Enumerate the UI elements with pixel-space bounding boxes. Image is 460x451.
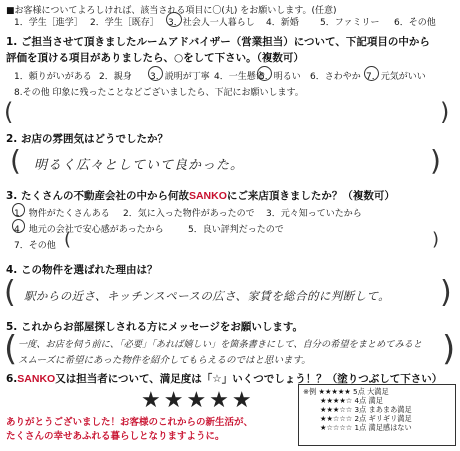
- q3-option-already-knew[interactable]: 3．元々知っていたから: [266, 209, 362, 219]
- intro-text: ■お客様についてよろしければ、該当される項目に〇(丸) をお願いします。(任意): [6, 6, 337, 16]
- q1-title-line1: 1. ご担当させて頂きましたルームアドバイザー（営業担当）について、下記項目の中から: [6, 36, 430, 48]
- legend-text-2: 2点 ギリギリ満足: [354, 414, 412, 423]
- q3-option-local-company[interactable]: 4．地元の会社で安心感があったから: [14, 225, 164, 235]
- q3-other-paren-right: ): [432, 229, 440, 250]
- q3-other-paren-left: (: [64, 229, 72, 250]
- q1-answer-paren-left: (: [4, 98, 14, 126]
- q5-answer-paren-left: (: [4, 329, 18, 369]
- q6-num: 6.: [6, 373, 18, 385]
- q1-option-cheerful[interactable]: 5．明るい: [259, 72, 301, 82]
- selection-circle: [148, 66, 163, 81]
- q3-option-other[interactable]: 7．その他: [14, 241, 56, 251]
- q4-answer-paren-left: (: [4, 275, 16, 310]
- customer-type-student-new[interactable]: 1．学生［進学］: [14, 18, 83, 28]
- q3-brand-sanko: SANKO: [188, 190, 227, 202]
- legend-text-1: 1点 満足感はない: [354, 423, 412, 432]
- legend-stars-2: ★★☆☆☆: [320, 414, 353, 423]
- footer-thanks-line1: ありがとうございました！お客様のこれからの新生活が、: [6, 417, 254, 428]
- q5-answer-paren-right: ): [442, 329, 456, 369]
- selection-circle: [257, 66, 272, 81]
- selection-circle: [12, 219, 25, 233]
- customer-type-student-existing[interactable]: 2．学生［既存］: [90, 18, 159, 28]
- rating-legend: [298, 384, 456, 446]
- legend-stars-4: ★★★★☆: [320, 396, 353, 405]
- legend-label: ※例: [303, 387, 317, 396]
- q3-option-many-properties[interactable]: 1．物件がたくさんある: [14, 209, 110, 219]
- q1-option-energetic[interactable]: 7．元気がいい: [366, 72, 426, 82]
- q5-answer-line1: 一度、お店を伺う前に、「必要」「あれば嬉しい」を箇条書きにして、自分の希望をまとめてみると: [18, 339, 423, 350]
- legend-text-4: 4点 満足: [354, 396, 383, 405]
- footer-thanks-line2: たくさんの幸せあふれる暮らしとなりますように。: [6, 431, 225, 442]
- customer-type-single-worker[interactable]: 3．社会人一人暮らし: [168, 18, 255, 28]
- q2-answer: 明るく広々としていて良かった。: [34, 158, 245, 173]
- selection-circle: [12, 203, 25, 217]
- legend-text-5: 5点 大満足: [353, 387, 389, 396]
- legend-stars-1: ★☆☆☆☆: [320, 423, 353, 432]
- q5-answer-line2: スムーズに希望にあった物件を紹介してもらえるのではと思います。: [18, 355, 311, 366]
- q4-title: 4. この物件を選ばれた理由は？: [6, 264, 158, 276]
- q2-answer-paren-right: ): [430, 144, 441, 177]
- q6-title-post: 又は担当者について、満足度は「☆」いくつでしょう！？（塗りつぶして下さい）: [55, 373, 443, 385]
- q1-option-careful-explanation[interactable]: 3．説明が丁寧: [150, 72, 210, 82]
- legend-text-3: 3点 まあまあ満足: [354, 405, 412, 414]
- q1-option-refreshing[interactable]: 6．さわやか: [310, 72, 361, 82]
- q3-title: [6, 188, 395, 203]
- q2-answer-paren-left: (: [10, 144, 21, 177]
- q3-title-pre: 3. たくさんの不動産会社の中から何故: [6, 190, 189, 202]
- q5-title: 5. これからお部屋探しされる方にメッセージをお願いします。: [6, 321, 303, 333]
- q1-other-label: 8.その他 印象に残ったことなどございましたら、下記にお願いします。: [14, 88, 304, 98]
- q1-title-line2: 評価を頂ける項目がありましたら、○をして下さい。（複数可）: [6, 52, 304, 64]
- q3-option-good-reputation[interactable]: 5．良い評判だったので: [188, 225, 284, 235]
- q4-answer: 駅からの近さ、キッチンスペースの広さ、家賃を総合的に判断して。: [24, 289, 391, 303]
- customer-type-family[interactable]: 5．ファミリー: [320, 18, 380, 28]
- legend-stars-3: ★★★☆☆: [320, 405, 353, 414]
- customer-type-newlywed[interactable]: 4．新婚: [266, 18, 299, 28]
- q6-brand-sanko: SANKO: [17, 373, 56, 385]
- q2-title: 2. お店の雰囲気はどうでしたか？: [6, 133, 168, 145]
- q3-title-post: にご来店頂きましたか？（複数可）: [226, 190, 395, 202]
- q1-option-reliable[interactable]: 1．頼りがいがある: [14, 72, 92, 82]
- q1-option-hardworking[interactable]: 4．一生懸命: [214, 72, 265, 82]
- q4-answer-paren-right: ): [440, 275, 452, 310]
- selection-circle: [364, 66, 379, 81]
- legend-stars-5: ★★★★★: [318, 387, 351, 396]
- satisfaction-stars[interactable]: ★★★★★: [141, 388, 255, 413]
- customer-type-other[interactable]: 6．その他: [394, 18, 436, 28]
- q1-answer-paren-right: ): [440, 98, 450, 126]
- selection-circle: [166, 12, 182, 27]
- q1-option-caring[interactable]: 2．親身: [99, 72, 132, 82]
- q3-option-liked-property[interactable]: 2．気に入った物件があったので: [123, 209, 255, 219]
